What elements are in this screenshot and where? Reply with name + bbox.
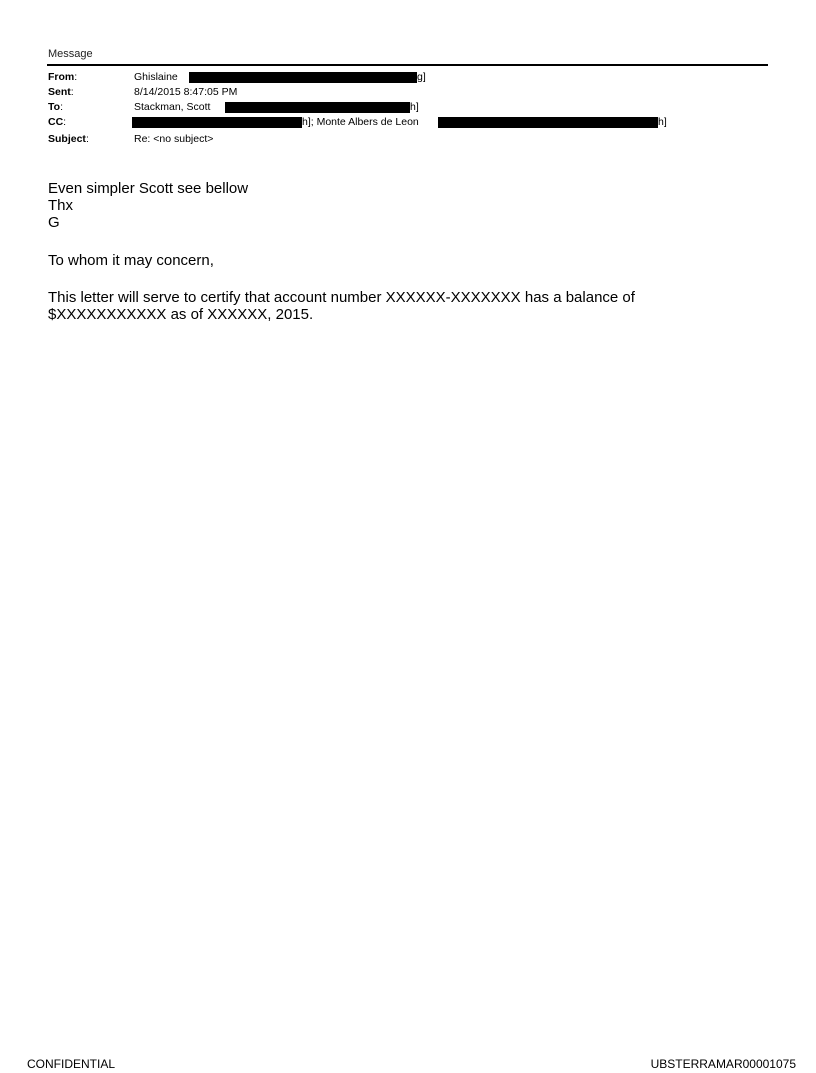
bates-number: UBSTERRAMAR00001075 [650,1057,796,1071]
subject-label: Subject: [48,133,89,145]
redaction-bar [438,117,658,128]
confidential-footer: CONFIDENTIAL [27,1057,116,1071]
cc-address-tail-2: h] [658,116,667,128]
body-line: Even simpler Scott see bellow [48,180,249,197]
sent-value: 8/14/2015 8:47:05 PM [134,86,238,98]
to-address-tail: h] [410,101,419,113]
sent-label: Sent: [48,86,74,98]
redaction-bar [132,117,302,128]
cc-label: CC: [48,116,67,128]
redaction-bar [225,102,410,113]
to-name: Stackman, Scott [134,101,211,113]
body-line: This letter will serve to certify that account number XXXXXX-XXXXXXX has a balance of [48,289,635,306]
from-name: Ghislaine [134,71,178,83]
body-line: G [48,214,60,231]
from-label: From: [48,71,78,83]
body-line: Thx [48,197,74,214]
body-line: $XXXXXXXXXXX as of XXXXXX, 2015. [48,306,314,323]
to-label: To: [48,101,63,113]
from-address-tail: g] [417,71,426,83]
subject-value: Re: <no subject> [134,133,214,145]
header-divider [47,64,768,66]
cc-address-tail-1: h]; Monte Albers de Leon [302,116,419,128]
redaction-bar [189,72,417,83]
message-label: Message [48,48,93,60]
salutation: To whom it may concern, [48,252,214,269]
